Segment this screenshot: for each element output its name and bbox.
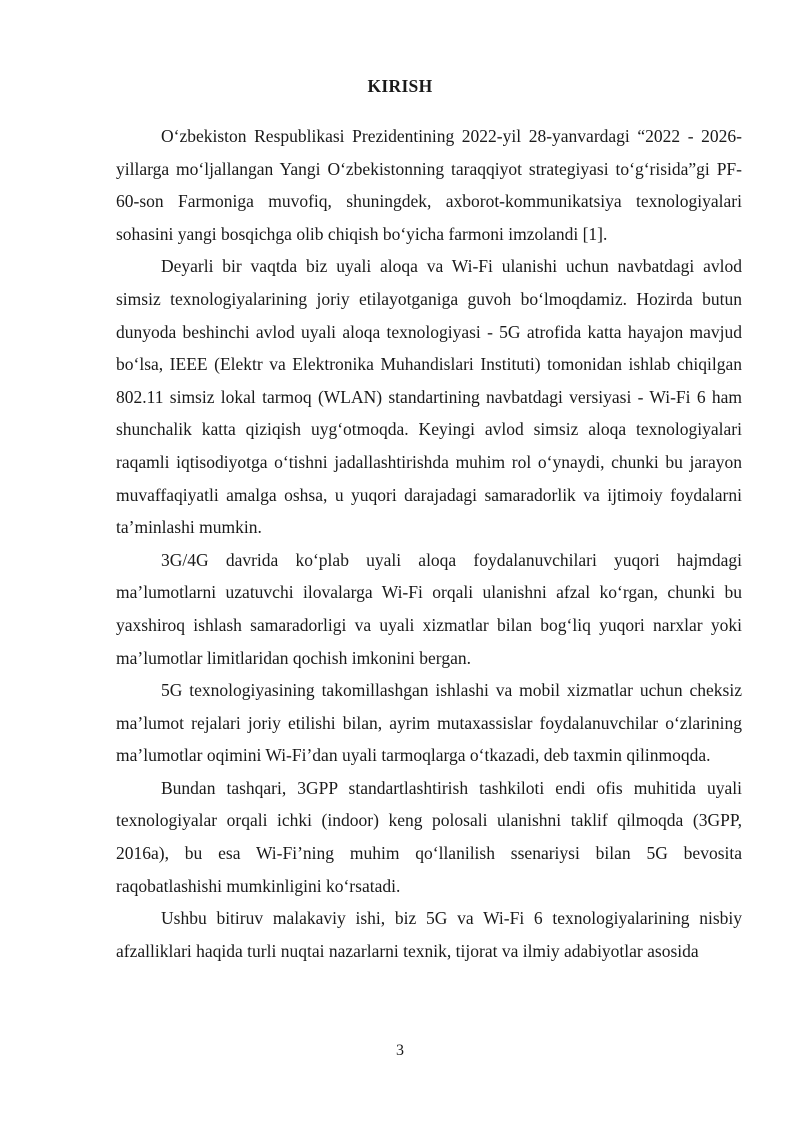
section-heading: KIRISH <box>367 76 433 96</box>
paragraph-3g-4g-era: 3G/4G davrida ko‘plab uyali aloqa foydalanuvchilari yuqori hajmdagi ma’lumotlarni uzatuvchi ilovalarga Wi-Fi orqali ulanishni afzal ko‘rgan, chunki bu yaxshiroq ishlash samaradorligi va uyali xizmatlar bilan bog‘liq yuqori narxlar yoki ma’lumotlar limitlaridan qochish imkonini bergan. <box>116 549 742 668</box>
paragraph-decree: O‘zbekiston Respublikasi Prezidentining 2022-yil 28-yanvardagi “2022 - 2026-yillarga mo‘ljallangan Yangi O‘zbekistonning taraqqiyot strategiyasi to‘g‘risida”gi PF-60-son Farmoniga muvofiq, shuningdek, axborot-kommunikatsiya texnologiyalari sohasini yangi bosqichga olib chiqish bo‘yicha farmoni imzolandi [1]. <box>116 126 742 244</box>
paragraph-3gpp-indoor: Bundan tashqari, 3GPP standartlashtirish tashkiloti endi ofis muhitida uyali texnologiyalar orqali ichki (indoor) keng polosali ulanishni taklif qilmoqda (3GPP, 2016a), bu esa Wi-Fi’ning muhim qo‘llanilish ssenariysi bilan 5G bevosita raqobatlashishi mumkinligini ko‘rsatadi. <box>116 777 742 896</box>
body-text <box>116 120 742 967</box>
paragraph-next-gen-wireless: Deyarli bir vaqtda biz uyali aloqa va Wi-Fi ulanishi uchun navbatdagi avlod simsiz texnologiyalarining joriy etilayotganiga guvoh bo‘lmoqdamiz. Hozirda butun dunyoda beshinchi avlod uyali aloqa texnologiyasi - 5G atrofida katta hayajon mavjud bo‘lsa, IEEE (Elektr va Elektronika Muhandislari Instituti) tomonidan ishlab chiqilgan 802.11 simsiz lokal tarmoq (WLAN) standartining navbatdagi versiyasi - Wi-Fi 6 ham shunchalik katta qiziqish uyg‘otmoqda. Keyingi avlod simsiz aloqa texnologiyalari raqamli iqtisodiyotga o‘tishni jadallashtirishda muhim rol o‘ynaydi, chunki bu jarayon muvaffaqiyatli amalga oshsa, u yuqori darajadagi samaradorlik va ijtimoiy foydalarni ta’minlashi mumkin. <box>116 256 742 538</box>
paragraph-5g-data-plans: 5G texnologiyasining takomillashgan ishlashi va mobil xizmatlar uchun cheksiz ma’lumot rejalari joriy etilishi bilan, ayrim mutaxassislar foydalanuvchilar o‘zlarining ma’lumotlar oqimini Wi-Fi’dan uyali tarmoqlarga o‘tkazadi, deb taxmin qilinmoqda. <box>116 680 742 766</box>
page-number: 3 <box>396 1042 404 1059</box>
paragraph-thesis-scope: Ushbu bitiruv malakaviy ishi, biz 5G va Wi-Fi 6 texnologiyalarining nisbiy afzalliklari haqida turli nuqtai nazarlarni texnik, tijorat va ilmiy adabiyotlar asosida <box>116 908 742 961</box>
